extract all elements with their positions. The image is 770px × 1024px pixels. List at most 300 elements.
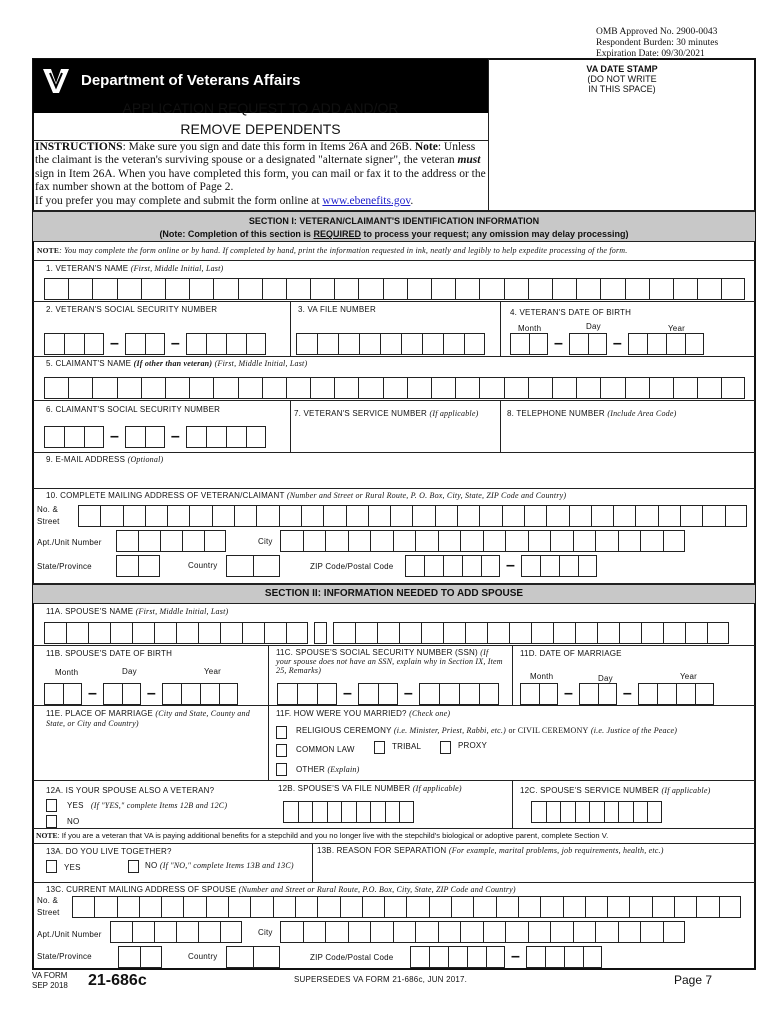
char-box[interactable]: [273, 896, 295, 918]
char-box[interactable]: [141, 278, 165, 300]
char-box[interactable]: [424, 555, 443, 577]
veteran-city-input[interactable]: [280, 530, 685, 552]
char-box[interactable]: [162, 683, 181, 705]
char-box[interactable]: [325, 530, 348, 552]
char-box[interactable]: [181, 683, 200, 705]
char-box[interactable]: [145, 505, 167, 527]
char-box[interactable]: [576, 377, 600, 399]
char-box[interactable]: [504, 278, 528, 300]
spouse-veteran-yes-checkbox[interactable]: [46, 799, 57, 812]
char-box[interactable]: [125, 426, 145, 448]
char-box[interactable]: [579, 683, 598, 705]
char-box[interactable]: [479, 278, 503, 300]
char-box[interactable]: [206, 333, 226, 355]
char-box[interactable]: [641, 622, 663, 644]
veteran-ssn-input[interactable]: [44, 333, 266, 355]
char-box[interactable]: [415, 921, 438, 943]
char-box[interactable]: [509, 622, 531, 644]
char-box[interactable]: [44, 333, 64, 355]
char-box[interactable]: [296, 333, 317, 355]
char-box[interactable]: [92, 377, 116, 399]
char-box[interactable]: [528, 530, 551, 552]
char-box[interactable]: [333, 622, 355, 644]
char-box[interactable]: [553, 622, 575, 644]
char-box[interactable]: [280, 921, 303, 943]
char-box[interactable]: [460, 921, 483, 943]
char-box[interactable]: [103, 683, 122, 705]
char-box[interactable]: [486, 946, 505, 968]
char-box[interactable]: [431, 377, 455, 399]
char-box[interactable]: [552, 278, 576, 300]
char-box[interactable]: [138, 555, 160, 577]
char-box[interactable]: [674, 896, 696, 918]
va-file-number-input[interactable]: [296, 333, 485, 355]
char-box[interactable]: [550, 921, 573, 943]
char-box[interactable]: [279, 505, 301, 527]
char-box[interactable]: [242, 622, 264, 644]
char-box[interactable]: [161, 896, 183, 918]
char-box[interactable]: [604, 801, 619, 823]
char-box[interactable]: [44, 622, 66, 644]
char-box[interactable]: [303, 921, 326, 943]
char-box[interactable]: [455, 278, 479, 300]
char-box[interactable]: [591, 505, 613, 527]
char-box[interactable]: [317, 683, 337, 705]
char-box[interactable]: [327, 801, 342, 823]
char-box[interactable]: [145, 333, 165, 355]
char-box[interactable]: [673, 278, 697, 300]
char-box[interactable]: [673, 377, 697, 399]
char-box[interactable]: [68, 278, 92, 300]
char-box[interactable]: [246, 426, 266, 448]
char-box[interactable]: [145, 426, 165, 448]
char-box[interactable]: [528, 278, 552, 300]
spouse-ssn-input[interactable]: [277, 683, 499, 705]
char-box[interactable]: [540, 896, 562, 918]
spouse-zip-input[interactable]: [410, 946, 602, 968]
char-box[interactable]: [481, 555, 500, 577]
char-box[interactable]: [206, 426, 226, 448]
char-box[interactable]: [226, 333, 246, 355]
char-box[interactable]: [183, 896, 205, 918]
char-box[interactable]: [410, 946, 429, 968]
spouse-first-name-input[interactable]: [44, 622, 308, 644]
char-box[interactable]: [286, 278, 310, 300]
char-box[interactable]: [429, 896, 451, 918]
char-box[interactable]: [370, 921, 393, 943]
char-box[interactable]: [317, 896, 339, 918]
char-box[interactable]: [438, 530, 461, 552]
char-box[interactable]: [297, 683, 317, 705]
char-box[interactable]: [226, 946, 253, 968]
char-box[interactable]: [540, 555, 559, 577]
char-box[interactable]: [573, 530, 596, 552]
char-box[interactable]: [618, 530, 641, 552]
char-box[interactable]: [460, 530, 483, 552]
char-box[interactable]: [253, 555, 280, 577]
char-box[interactable]: [78, 505, 100, 527]
char-box[interactable]: [707, 622, 729, 644]
proxy-checkbox[interactable]: [440, 741, 451, 754]
char-box[interactable]: [680, 505, 702, 527]
char-box[interactable]: [625, 278, 649, 300]
char-box[interactable]: [286, 622, 308, 644]
char-box[interactable]: [117, 377, 141, 399]
char-box[interactable]: [116, 530, 138, 552]
char-box[interactable]: [505, 921, 528, 943]
spouse-country-input[interactable]: [226, 946, 280, 968]
char-box[interactable]: [406, 896, 428, 918]
char-box[interactable]: [652, 896, 674, 918]
char-box[interactable]: [401, 333, 422, 355]
char-box[interactable]: [220, 921, 242, 943]
char-box[interactable]: [595, 530, 618, 552]
char-box[interactable]: [575, 801, 590, 823]
char-box[interactable]: [588, 333, 607, 355]
char-box[interactable]: [348, 530, 371, 552]
char-box[interactable]: [110, 622, 132, 644]
char-box[interactable]: [613, 505, 635, 527]
char-box[interactable]: [585, 896, 607, 918]
char-box[interactable]: [359, 333, 380, 355]
char-box[interactable]: [334, 377, 358, 399]
char-box[interactable]: [384, 896, 406, 918]
char-box[interactable]: [176, 921, 198, 943]
other-checkbox[interactable]: [276, 763, 287, 776]
char-box[interactable]: [685, 622, 707, 644]
char-box[interactable]: [545, 946, 564, 968]
char-box[interactable]: [68, 377, 92, 399]
char-box[interactable]: [213, 377, 237, 399]
char-box[interactable]: [721, 278, 745, 300]
char-box[interactable]: [298, 801, 313, 823]
char-box[interactable]: [649, 278, 673, 300]
char-box[interactable]: [280, 530, 303, 552]
char-box[interactable]: [198, 921, 220, 943]
char-box[interactable]: [415, 530, 438, 552]
spouse-service-number-input[interactable]: [531, 801, 662, 823]
claimant-name-input[interactable]: [44, 377, 745, 399]
char-box[interactable]: [657, 683, 676, 705]
char-box[interactable]: [465, 622, 487, 644]
spouse-dob-input[interactable]: [44, 683, 238, 705]
char-box[interactable]: [640, 921, 663, 943]
char-box[interactable]: [597, 622, 619, 644]
char-box[interactable]: [524, 505, 546, 527]
char-box[interactable]: [640, 530, 663, 552]
char-box[interactable]: [358, 377, 382, 399]
char-box[interactable]: [721, 377, 745, 399]
spouse-state-input[interactable]: [118, 946, 162, 968]
char-box[interactable]: [487, 622, 509, 644]
char-box[interactable]: [600, 377, 624, 399]
spouse-street-input[interactable]: [72, 896, 741, 918]
char-box[interactable]: [539, 683, 558, 705]
char-box[interactable]: [422, 333, 443, 355]
char-box[interactable]: [435, 505, 457, 527]
char-box[interactable]: [457, 505, 479, 527]
char-box[interactable]: [141, 377, 165, 399]
char-box[interactable]: [419, 683, 439, 705]
veteran-country-input[interactable]: [226, 555, 280, 577]
char-box[interactable]: [66, 622, 88, 644]
claimant-ssn-input[interactable]: [44, 426, 266, 448]
char-box[interactable]: [358, 683, 378, 705]
char-box[interactable]: [443, 555, 462, 577]
char-box[interactable]: [262, 377, 286, 399]
char-box[interactable]: [663, 622, 685, 644]
char-box[interactable]: [92, 278, 116, 300]
char-box[interactable]: [160, 530, 182, 552]
char-box[interactable]: [618, 921, 641, 943]
char-box[interactable]: [139, 896, 161, 918]
char-box[interactable]: [323, 505, 345, 527]
char-box[interactable]: [443, 333, 464, 355]
char-box[interactable]: [473, 896, 495, 918]
char-box[interactable]: [518, 896, 540, 918]
char-box[interactable]: [132, 622, 154, 644]
char-box[interactable]: [438, 921, 461, 943]
char-box[interactable]: [189, 505, 211, 527]
char-box[interactable]: [246, 333, 266, 355]
char-box[interactable]: [399, 801, 414, 823]
char-box[interactable]: [628, 333, 647, 355]
char-box[interactable]: [219, 683, 238, 705]
char-box[interactable]: [200, 683, 219, 705]
char-box[interactable]: [314, 622, 327, 644]
char-box[interactable]: [176, 622, 198, 644]
veteran-apt-input[interactable]: [116, 530, 226, 552]
char-box[interactable]: [356, 801, 371, 823]
char-box[interactable]: [110, 921, 132, 943]
char-box[interactable]: [116, 555, 138, 577]
char-box[interactable]: [589, 801, 604, 823]
char-box[interactable]: [550, 530, 573, 552]
common-law-checkbox[interactable]: [276, 744, 287, 757]
char-box[interactable]: [256, 505, 278, 527]
char-box[interactable]: [234, 505, 256, 527]
char-box[interactable]: [647, 333, 666, 355]
char-box[interactable]: [132, 921, 154, 943]
char-box[interactable]: [483, 530, 506, 552]
char-box[interactable]: [301, 505, 323, 527]
char-box[interactable]: [405, 555, 424, 577]
ebenefits-link[interactable]: www.ebenefits.gov: [322, 194, 411, 207]
char-box[interactable]: [140, 946, 162, 968]
char-box[interactable]: [220, 622, 242, 644]
char-box[interactable]: [443, 622, 465, 644]
char-box[interactable]: [407, 377, 431, 399]
live-together-no-checkbox[interactable]: [128, 860, 139, 873]
char-box[interactable]: [295, 896, 317, 918]
char-box[interactable]: [697, 377, 721, 399]
char-box[interactable]: [44, 683, 63, 705]
char-box[interactable]: [483, 921, 506, 943]
char-box[interactable]: [310, 377, 334, 399]
char-box[interactable]: [385, 801, 400, 823]
char-box[interactable]: [658, 505, 680, 527]
char-box[interactable]: [633, 801, 648, 823]
char-box[interactable]: [312, 801, 327, 823]
char-box[interactable]: [575, 622, 597, 644]
char-box[interactable]: [502, 505, 524, 527]
char-box[interactable]: [529, 333, 548, 355]
char-box[interactable]: [253, 946, 280, 968]
char-box[interactable]: [635, 505, 657, 527]
char-box[interactable]: [44, 426, 64, 448]
char-box[interactable]: [186, 333, 206, 355]
char-box[interactable]: [63, 683, 82, 705]
char-box[interactable]: [676, 683, 695, 705]
char-box[interactable]: [407, 278, 431, 300]
char-box[interactable]: [72, 896, 94, 918]
char-box[interactable]: [167, 505, 189, 527]
spouse-middle-initial-input[interactable]: [314, 622, 327, 644]
char-box[interactable]: [455, 377, 479, 399]
char-box[interactable]: [520, 683, 539, 705]
char-box[interactable]: [479, 683, 499, 705]
spouse-last-name-input[interactable]: [333, 622, 729, 644]
char-box[interactable]: [383, 377, 407, 399]
char-box[interactable]: [479, 505, 501, 527]
char-box[interactable]: [399, 622, 421, 644]
char-box[interactable]: [663, 921, 686, 943]
char-box[interactable]: [448, 946, 467, 968]
char-box[interactable]: [125, 333, 145, 355]
char-box[interactable]: [505, 530, 528, 552]
char-box[interactable]: [303, 530, 326, 552]
char-box[interactable]: [204, 530, 226, 552]
char-box[interactable]: [189, 278, 213, 300]
char-box[interactable]: [123, 505, 145, 527]
char-box[interactable]: [186, 426, 206, 448]
char-box[interactable]: [625, 377, 649, 399]
char-box[interactable]: [358, 278, 382, 300]
char-box[interactable]: [84, 333, 104, 355]
char-box[interactable]: [348, 921, 371, 943]
char-box[interactable]: [138, 530, 160, 552]
char-box[interactable]: [573, 921, 596, 943]
char-box[interactable]: [578, 555, 597, 577]
char-box[interactable]: [462, 555, 481, 577]
char-box[interactable]: [317, 333, 338, 355]
char-box[interactable]: [189, 377, 213, 399]
char-box[interactable]: [719, 896, 741, 918]
char-box[interactable]: [526, 946, 545, 968]
char-box[interactable]: [390, 505, 412, 527]
char-box[interactable]: [250, 896, 272, 918]
char-box[interactable]: [546, 505, 568, 527]
char-box[interactable]: [431, 278, 455, 300]
char-box[interactable]: [238, 377, 262, 399]
char-box[interactable]: [117, 278, 141, 300]
char-box[interactable]: [122, 683, 141, 705]
char-box[interactable]: [600, 278, 624, 300]
char-box[interactable]: [212, 505, 234, 527]
char-box[interactable]: [154, 622, 176, 644]
veteran-name-input[interactable]: [44, 278, 745, 300]
char-box[interactable]: [685, 333, 704, 355]
char-box[interactable]: [213, 278, 237, 300]
char-box[interactable]: [355, 622, 377, 644]
char-box[interactable]: [226, 555, 253, 577]
veteran-state-input[interactable]: [116, 555, 160, 577]
char-box[interactable]: [340, 896, 362, 918]
char-box[interactable]: [228, 896, 250, 918]
char-box[interactable]: [618, 801, 633, 823]
char-box[interactable]: [380, 333, 401, 355]
char-box[interactable]: [598, 683, 617, 705]
veteran-zip-input[interactable]: [405, 555, 597, 577]
tribal-checkbox[interactable]: [374, 741, 385, 754]
char-box[interactable]: [393, 530, 416, 552]
char-box[interactable]: [479, 377, 503, 399]
char-box[interactable]: [638, 683, 657, 705]
spouse-va-file-input[interactable]: [283, 801, 414, 823]
char-box[interactable]: [64, 426, 84, 448]
char-box[interactable]: [429, 946, 448, 968]
char-box[interactable]: [206, 896, 228, 918]
char-box[interactable]: [165, 377, 189, 399]
char-box[interactable]: [663, 530, 686, 552]
char-box[interactable]: [467, 946, 486, 968]
char-box[interactable]: [697, 278, 721, 300]
char-box[interactable]: [198, 622, 220, 644]
spouse-veteran-no-checkbox[interactable]: [46, 815, 57, 828]
char-box[interactable]: [165, 278, 189, 300]
live-together-yes-checkbox[interactable]: [46, 860, 57, 873]
char-box[interactable]: [666, 333, 685, 355]
char-box[interactable]: [341, 801, 356, 823]
char-box[interactable]: [226, 426, 246, 448]
char-box[interactable]: [334, 278, 358, 300]
char-box[interactable]: [451, 896, 473, 918]
char-box[interactable]: [338, 333, 359, 355]
char-box[interactable]: [504, 377, 528, 399]
char-box[interactable]: [619, 622, 641, 644]
veteran-street-input[interactable]: [78, 505, 747, 527]
char-box[interactable]: [629, 896, 651, 918]
char-box[interactable]: [725, 505, 747, 527]
char-box[interactable]: [238, 278, 262, 300]
char-box[interactable]: [607, 896, 629, 918]
char-box[interactable]: [378, 683, 398, 705]
char-box[interactable]: [583, 946, 602, 968]
char-box[interactable]: [118, 946, 140, 968]
char-box[interactable]: [94, 896, 116, 918]
char-box[interactable]: [64, 333, 84, 355]
char-box[interactable]: [576, 278, 600, 300]
char-box[interactable]: [531, 801, 546, 823]
char-box[interactable]: [439, 683, 459, 705]
char-box[interactable]: [569, 333, 588, 355]
char-box[interactable]: [464, 333, 485, 355]
char-box[interactable]: [182, 530, 204, 552]
char-box[interactable]: [283, 801, 298, 823]
char-box[interactable]: [546, 801, 561, 823]
spouse-apt-input[interactable]: [110, 921, 242, 943]
char-box[interactable]: [528, 377, 552, 399]
char-box[interactable]: [695, 683, 714, 705]
char-box[interactable]: [595, 921, 618, 943]
char-box[interactable]: [286, 377, 310, 399]
char-box[interactable]: [563, 896, 585, 918]
char-box[interactable]: [528, 921, 551, 943]
char-box[interactable]: [100, 505, 122, 527]
char-box[interactable]: [521, 555, 540, 577]
marriage-date-input[interactable]: [520, 683, 714, 705]
char-box[interactable]: [262, 278, 286, 300]
